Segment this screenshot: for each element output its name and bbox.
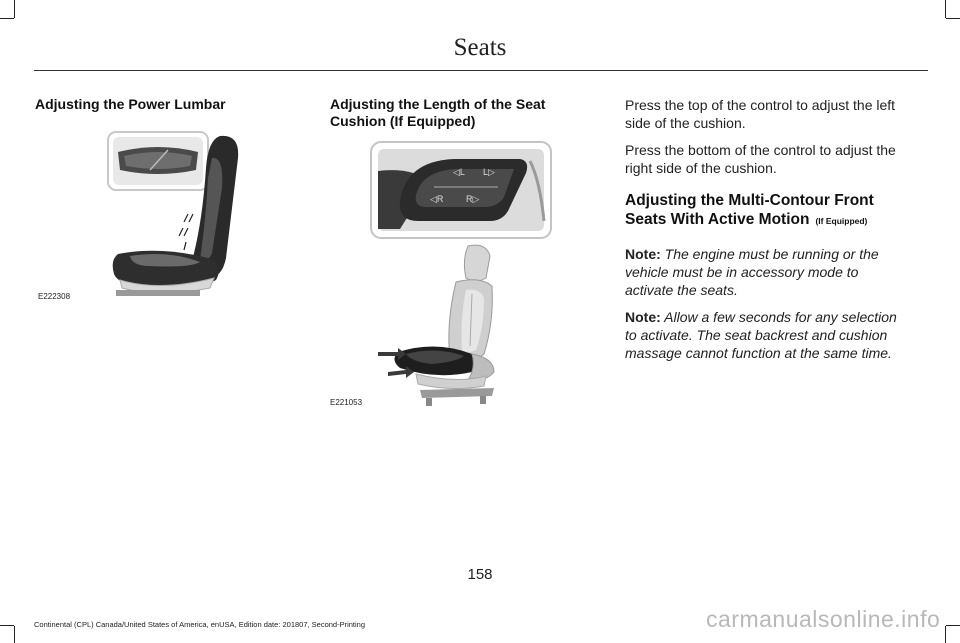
crop-mark-bottom-right-h <box>946 625 960 626</box>
control-label-right-back: ◁R <box>430 194 444 204</box>
watermark: carmanualsonline.info <box>706 606 941 632</box>
cushion-length-control-inset <box>370 141 552 239</box>
control-label-left-back: ◁L <box>453 167 465 177</box>
power-lumbar-illustration <box>40 128 270 302</box>
power-lumbar-heading: Adjusting the Power Lumbar <box>35 96 226 112</box>
cushion-length-heading: Adjusting the Length of the Seat Cushion (If Equipped) <box>330 96 546 129</box>
cushion-right-instruction: Press the bottom of the control to adjust the right side of the cushion. <box>625 142 896 176</box>
crop-mark-top-left-v <box>14 0 15 18</box>
column-power-lumbar <box>35 96 285 113</box>
note-allow-seconds <box>625 308 900 362</box>
page-title: Seats <box>453 34 507 61</box>
cushion-length-seat-illustration <box>376 242 536 410</box>
crop-mark-bottom-left-v <box>14 626 15 643</box>
control-label-right-forward: R▷ <box>466 194 480 204</box>
note-label: Note: <box>625 309 661 325</box>
crop-mark-bottom-right-v <box>945 626 946 643</box>
crop-mark-top-right-v <box>945 0 946 18</box>
header-divider <box>34 70 928 71</box>
figure-id-e222308: E222308 <box>38 292 71 301</box>
edition-footer: Continental (CPL) Canada/United States of America, enUSA, Edition date: 201807, Second-Printing <box>34 620 366 629</box>
crop-mark-top-right-h <box>946 18 960 19</box>
note-label: Note: <box>625 246 661 262</box>
crop-mark-bottom-left-h <box>0 625 14 626</box>
crop-mark-top-left-h <box>0 18 14 19</box>
note-text: Allow a few seconds for any selection to activate. The seat backrest and cushion massage cannot function at the same time. <box>625 309 897 361</box>
if-equipped-tag: (If Equipped) <box>815 216 868 226</box>
figure-id-e221053: E221053 <box>330 398 363 407</box>
multi-contour-heading <box>625 191 900 231</box>
note-engine-running <box>625 245 900 299</box>
cushion-left-instruction: Press the top of the control to adjust the left side of the cushion. <box>625 97 896 131</box>
note-text: The engine must be running or the vehicle must be in accessory mode to activate the seats. <box>625 246 879 298</box>
column-multi-contour <box>625 96 900 371</box>
control-label-left-forward: L▷ <box>483 167 495 177</box>
page-number: 158 <box>467 566 493 583</box>
multi-contour-heading-text: Adjusting the Multi-Contour Front Seats With Active Motion <box>625 192 874 228</box>
column-cushion-length <box>330 96 600 130</box>
